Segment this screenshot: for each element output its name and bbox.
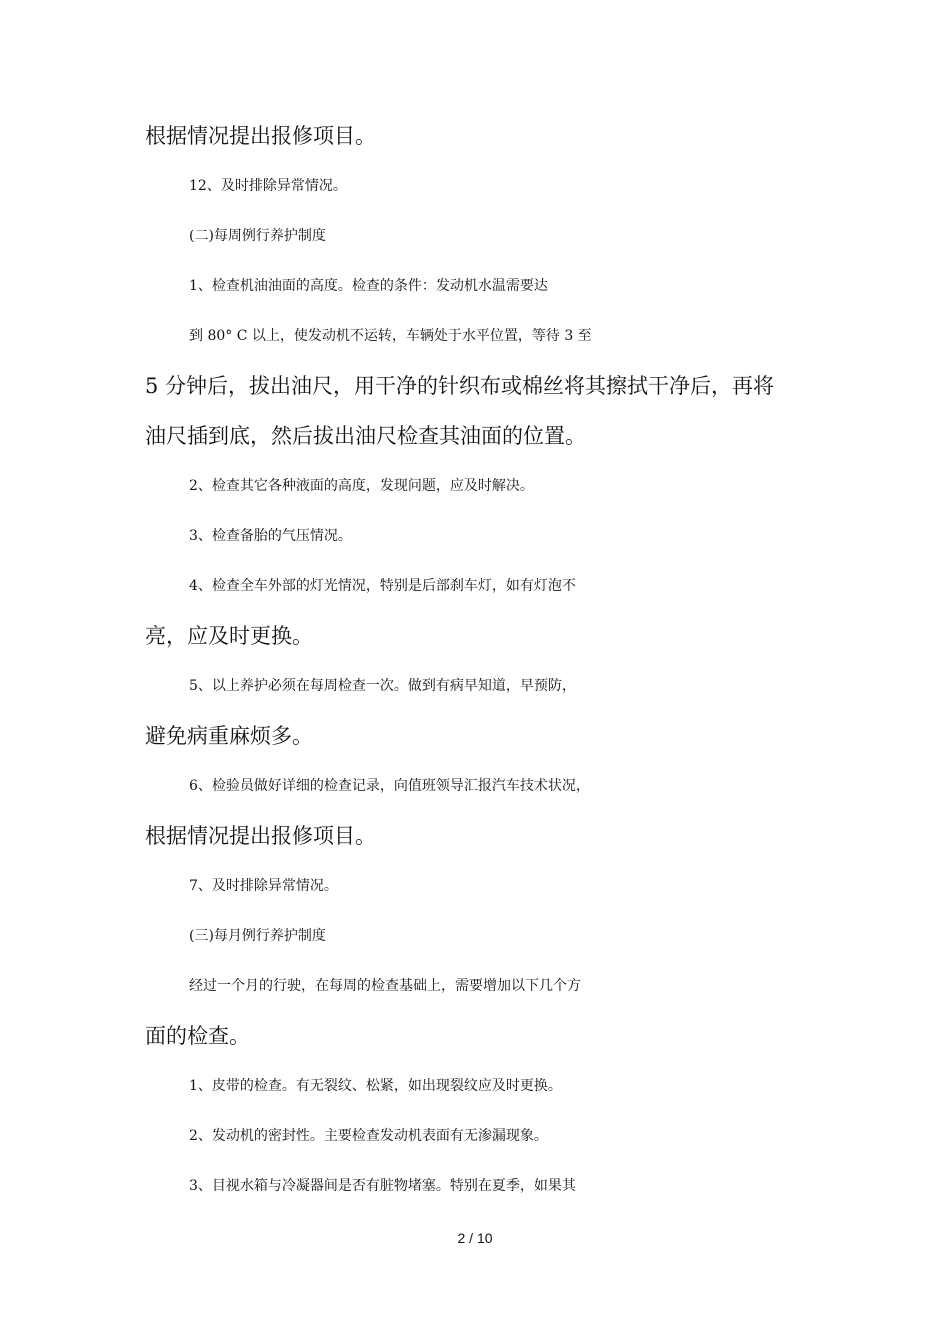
paragraph-line: 12、及时排除异常情况。 bbox=[189, 178, 347, 194]
paragraph-line: 7、及时排除异常情况。 bbox=[189, 878, 338, 894]
section-heading: (三)每月例行养护制度 bbox=[189, 928, 326, 944]
paragraph-line: 1、检查机油油面的高度。检查的条件：发动机水温需要达 bbox=[189, 278, 548, 294]
section-heading: (二)每周例行养护制度 bbox=[189, 228, 326, 244]
paragraph-line: 油尺插到底，然后拔出油尺检查其油面的位置。 bbox=[145, 424, 586, 448]
paragraph-line: 亮，应及时更换。 bbox=[145, 624, 313, 648]
paragraph-line: 根据情况提出报修项目。 bbox=[145, 124, 376, 148]
paragraph-line: 5 分钟后，拔出油尺，用干净的针织布或棉丝将其擦拭干净后，再将 bbox=[145, 374, 775, 398]
paragraph-line: 根据情况提出报修项目。 bbox=[145, 824, 376, 848]
paragraph-line: 到 80° C 以上，使发动机不运转，车辆处于水平位置，等待 3 至 bbox=[189, 328, 592, 344]
paragraph-line: 2、检查其它各种液面的高度，发现问题，应及时解决。 bbox=[189, 478, 534, 494]
paragraph-line: 4、检查全车外部的灯光情况，特别是后部刹车灯，如有灯泡不 bbox=[189, 578, 576, 594]
paragraph-line: 5、以上养护必须在每周检查一次。做到有病早知道，早预防， bbox=[189, 678, 576, 694]
paragraph-line: 3、检查备胎的气压情况。 bbox=[189, 528, 352, 544]
page-number: 2 / 10 bbox=[457, 1230, 493, 1246]
paragraph-line: 2、发动机的密封性。主要检查发动机表面有无渗漏现象。 bbox=[189, 1128, 548, 1144]
paragraph-line: 经过一个月的行驶，在每周的检查基础上，需要增加以下几个方 bbox=[189, 978, 581, 994]
paragraph-line: 面的检查。 bbox=[145, 1024, 250, 1048]
paragraph-line: 3、目视水箱与冷凝器间是否有脏物堵塞。特别在夏季，如果其 bbox=[189, 1178, 576, 1194]
paragraph-line: 1、皮带的检查。有无裂纹、松紧，如出现裂纹应及时更换。 bbox=[189, 1078, 562, 1094]
paragraph-line: 6、检验员做好详细的检查记录，向值班领导汇报汽车技术状况， bbox=[189, 778, 590, 794]
paragraph-line: 避免病重麻烦多。 bbox=[145, 724, 313, 748]
